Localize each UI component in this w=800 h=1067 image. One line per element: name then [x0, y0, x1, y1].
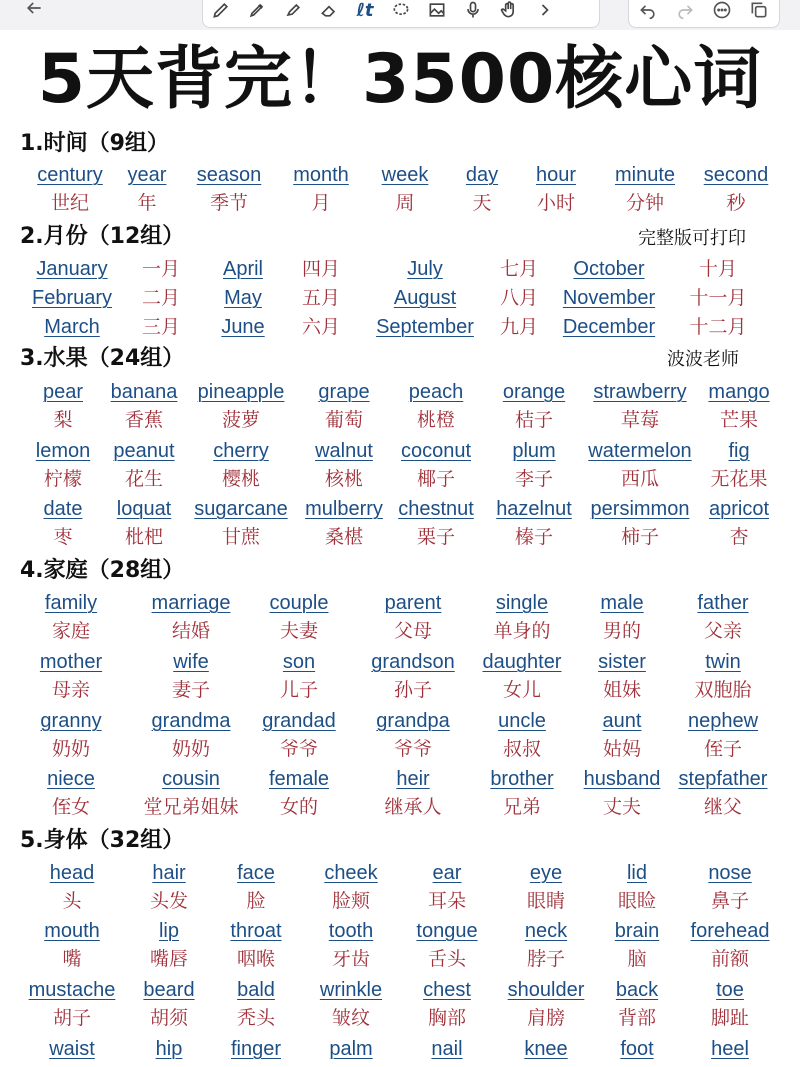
- word-family-zh: 单身的: [493, 620, 551, 642]
- word-family-zh: 女的: [279, 796, 319, 818]
- word-family-en[interactable]: granny: [40, 710, 102, 732]
- word-body-en[interactable]: neck: [524, 920, 568, 942]
- word-fruit-en[interactable]: orange: [502, 381, 566, 403]
- word-body-en[interactable]: eye: [529, 862, 563, 884]
- word-body-en[interactable]: finger: [230, 1038, 282, 1060]
- word-time-zh: 天: [472, 192, 492, 214]
- word-time-en[interactable]: year: [127, 164, 167, 186]
- word-body-zh: 眼睛: [526, 890, 566, 912]
- word-body-zh: 前额: [710, 948, 750, 970]
- redo-icon[interactable]: [666, 0, 703, 20]
- word-fruit-zh: 芒果: [719, 409, 759, 431]
- word-family-zh: 丈夫: [602, 796, 642, 818]
- word-family-en[interactable]: stepfather: [678, 768, 768, 790]
- word-months-zh: 十二月: [689, 316, 747, 338]
- copy-icon[interactable]: [740, 0, 777, 20]
- microphone-icon[interactable]: [455, 0, 491, 20]
- word-family-zh: 父母: [393, 620, 433, 642]
- word-fruit-en[interactable]: hazelnut: [496, 498, 572, 520]
- word-fruit-zh: 核桃: [324, 468, 364, 490]
- word-fruit-en[interactable]: walnut: [315, 440, 373, 462]
- word-fruit-zh: 菠萝: [221, 409, 261, 431]
- word-body-en[interactable]: waist: [49, 1038, 95, 1060]
- word-body-en[interactable]: face: [237, 862, 275, 884]
- word-family-zh: 姑妈: [602, 738, 642, 760]
- word-fruit-en[interactable]: chestnut: [398, 498, 474, 520]
- word-body-zh: 脸: [246, 890, 266, 912]
- word-body-zh: 肩膀: [526, 1007, 566, 1029]
- lasso-icon[interactable]: [383, 0, 419, 20]
- word-time-zh: 秒: [726, 192, 746, 214]
- word-fruit-en[interactable]: lemon: [35, 440, 91, 462]
- word-body-en[interactable]: mouth: [44, 920, 100, 942]
- word-months-zh: 二月: [141, 287, 181, 309]
- word-body-zh: 嘴: [62, 948, 82, 970]
- chevron-right-icon[interactable]: [527, 0, 563, 20]
- word-fruit-zh: 栗子: [416, 526, 456, 548]
- word-body-zh: 头发: [149, 890, 189, 912]
- word-fruit-en[interactable]: mango: [708, 381, 770, 403]
- word-time-zh: 年: [137, 192, 157, 214]
- word-fruit-zh: 柿子: [620, 526, 660, 548]
- word-months-en[interactable]: May: [224, 287, 262, 309]
- word-fruit-en[interactable]: loquat: [116, 498, 172, 520]
- word-time-en[interactable]: day: [465, 164, 499, 186]
- word-family-zh: 继父: [703, 796, 743, 818]
- word-body-en[interactable]: toe: [716, 979, 744, 1001]
- word-months-zh: 一月: [141, 258, 181, 280]
- word-time-en[interactable]: hour: [535, 164, 577, 186]
- word-family-en[interactable]: brother: [490, 768, 554, 790]
- word-body-en[interactable]: forehead: [690, 920, 770, 942]
- word-time-zh: 季节: [209, 192, 249, 214]
- word-fruit-en[interactable]: banana: [110, 381, 178, 403]
- word-body-zh: 脚趾: [710, 1007, 750, 1029]
- word-family-en[interactable]: niece: [47, 768, 95, 790]
- word-family-zh: 姐妹: [602, 679, 642, 701]
- word-fruit-zh: 杏: [729, 526, 749, 548]
- word-fruit-en[interactable]: watermelon: [588, 440, 692, 462]
- word-family-en[interactable]: twin: [705, 651, 741, 673]
- word-body-en[interactable]: nose: [708, 862, 752, 884]
- word-family-zh: 侄子: [703, 738, 743, 760]
- word-fruit-zh: 无花果: [710, 468, 768, 490]
- word-family-zh: 奶奶: [51, 738, 91, 760]
- word-months-en[interactable]: April: [222, 258, 264, 280]
- word-family-en[interactable]: cousin: [162, 768, 220, 790]
- page-title: 5天背完！3500核心词: [37, 40, 763, 119]
- word-fruit-zh: 草莓: [620, 409, 660, 431]
- word-fruit-en[interactable]: grape: [318, 381, 370, 403]
- word-fruit-zh: 梨: [53, 409, 73, 431]
- word-months-zh: 七月: [499, 258, 539, 280]
- word-family-zh: 奶奶: [171, 738, 211, 760]
- word-time-en[interactable]: minute: [614, 164, 676, 186]
- word-family-zh: 女儿: [502, 679, 542, 701]
- word-body-en[interactable]: shoulder: [507, 979, 585, 1001]
- word-fruit-zh: 香蕉: [124, 409, 164, 431]
- word-body-zh: 胡子: [52, 1007, 92, 1029]
- more-icon[interactable]: [703, 0, 740, 20]
- word-body-en[interactable]: heel: [711, 1038, 749, 1060]
- section-heading-family: 4.家庭（28组）: [20, 558, 185, 583]
- word-time-en[interactable]: month: [293, 164, 349, 186]
- word-body-en[interactable]: hip: [155, 1038, 183, 1060]
- word-family-zh: 爷爷: [393, 738, 433, 760]
- word-months-en[interactable]: March: [44, 316, 100, 338]
- word-fruit-zh: 枣: [53, 526, 73, 548]
- word-months-en[interactable]: September: [376, 316, 474, 338]
- word-family-en[interactable]: parent: [384, 592, 442, 614]
- word-family-en[interactable]: husband: [583, 768, 661, 790]
- section-heading-time: 1.时间（9组）: [20, 131, 169, 156]
- teacher-note: 波波老师: [667, 349, 739, 370]
- word-family-zh: 侄女: [51, 796, 91, 818]
- word-fruit-en[interactable]: sugarcane: [194, 498, 288, 520]
- word-family-zh: 结婚: [171, 620, 211, 642]
- word-body-zh: 咽喉: [236, 948, 276, 970]
- word-body-zh: 头: [62, 890, 82, 912]
- word-body-zh: 胡须: [149, 1007, 189, 1029]
- word-time-en[interactable]: second: [703, 164, 769, 186]
- back-arrow-icon[interactable]: [20, 0, 48, 22]
- word-body-en[interactable]: knee: [524, 1038, 568, 1060]
- word-months-en[interactable]: July: [407, 258, 443, 280]
- pen-icon[interactable]: [203, 0, 239, 20]
- word-family-zh: 男的: [602, 620, 642, 642]
- word-family-zh: 母亲: [51, 679, 91, 701]
- text-tool-icon[interactable]: ℓt: [356, 0, 374, 21]
- word-body-en[interactable]: nail: [431, 1038, 463, 1060]
- word-body-en[interactable]: back: [615, 979, 659, 1001]
- word-body-en[interactable]: chest: [423, 979, 471, 1001]
- word-months-zh: 九月: [499, 316, 539, 338]
- word-family-zh: 孙子: [393, 679, 433, 701]
- word-body-zh: 眼睑: [617, 890, 657, 912]
- word-fruit-zh: 樱桃: [221, 468, 261, 490]
- word-family-en[interactable]: uncle: [498, 710, 546, 732]
- word-body-en[interactable]: lip: [158, 920, 180, 942]
- word-months-zh: 五月: [301, 287, 341, 309]
- word-fruit-en[interactable]: peach: [408, 381, 464, 403]
- word-family-en[interactable]: nephew: [687, 710, 759, 732]
- word-body-en[interactable]: mustache: [28, 979, 116, 1001]
- word-body-en[interactable]: palm: [329, 1038, 373, 1060]
- word-family-en[interactable]: grandad: [262, 710, 336, 732]
- tools-palette: [202, 0, 600, 28]
- word-time-zh: 小时: [536, 192, 576, 214]
- word-months-en[interactable]: November: [562, 287, 656, 309]
- word-family-en[interactable]: heir: [396, 768, 430, 790]
- word-body-en[interactable]: bald: [237, 979, 275, 1001]
- word-fruit-en[interactable]: pineapple: [197, 381, 285, 403]
- word-fruit-en[interactable]: date: [43, 498, 83, 520]
- word-months-zh: 四月: [301, 258, 341, 280]
- word-family-en[interactable]: grandson: [371, 651, 455, 673]
- word-time-zh: 月: [311, 192, 331, 214]
- word-family-zh: 双胞胎: [694, 679, 752, 701]
- word-family-zh: 叔叔: [502, 738, 542, 760]
- section-heading-fruit: 3.水果（24组）: [20, 346, 185, 371]
- word-fruit-en[interactable]: cherry: [213, 440, 269, 462]
- word-family-en[interactable]: grandpa: [376, 710, 450, 732]
- word-fruit-zh: 榛子: [514, 526, 554, 548]
- word-months-en[interactable]: August: [393, 287, 457, 309]
- word-time-zh: 世纪: [50, 192, 90, 214]
- word-family-zh: 父亲: [703, 620, 743, 642]
- word-body-zh: 耳朵: [427, 890, 467, 912]
- word-fruit-zh: 李子: [514, 468, 554, 490]
- word-fruit-en[interactable]: pear: [42, 381, 84, 403]
- image-icon[interactable]: [419, 0, 455, 20]
- word-family-en[interactable]: son: [282, 651, 316, 673]
- word-body-en[interactable]: head: [49, 862, 95, 884]
- word-body-zh: 胸部: [427, 1007, 467, 1029]
- word-fruit-zh: 柠檬: [43, 468, 83, 490]
- word-family-en[interactable]: mother: [39, 651, 103, 673]
- word-time-en[interactable]: season: [196, 164, 262, 186]
- word-fruit-en[interactable]: strawberry: [593, 381, 687, 403]
- word-months-zh: 三月: [141, 316, 181, 338]
- word-family-en[interactable]: sister: [598, 651, 646, 673]
- word-fruit-zh: 花生: [124, 468, 164, 490]
- word-body-en[interactable]: tooth: [328, 920, 374, 942]
- word-fruit-en[interactable]: mulberry: [305, 498, 383, 520]
- word-fruit-zh: 西瓜: [620, 468, 660, 490]
- word-body-en[interactable]: cheek: [324, 862, 378, 884]
- word-family-en[interactable]: male: [600, 592, 644, 614]
- word-body-zh: 嘴唇: [149, 948, 189, 970]
- word-family-en[interactable]: single: [495, 592, 549, 614]
- word-body-zh: 背部: [617, 1007, 657, 1029]
- word-family-en[interactable]: wife: [173, 651, 209, 673]
- word-fruit-zh: 椰子: [416, 468, 456, 490]
- word-family-en[interactable]: female: [268, 768, 330, 790]
- undo-icon[interactable]: [629, 0, 666, 20]
- word-fruit-en[interactable]: persimmon: [590, 498, 690, 520]
- word-fruit-en[interactable]: peanut: [113, 440, 175, 462]
- marker-icon[interactable]: [239, 0, 275, 20]
- highlighter-icon[interactable]: [275, 0, 311, 20]
- word-family-en[interactable]: family: [44, 592, 98, 614]
- word-months-en[interactable]: January: [36, 258, 108, 280]
- word-family-zh: 夫妻: [279, 620, 319, 642]
- word-fruit-en[interactable]: apricot: [708, 498, 770, 520]
- word-family-zh: 儿子: [279, 679, 319, 701]
- word-months-en[interactable]: October: [573, 258, 645, 280]
- word-body-zh: 牙齿: [331, 948, 371, 970]
- word-time-zh: 分钟: [625, 192, 665, 214]
- word-body-en[interactable]: hair: [152, 862, 186, 884]
- word-time-zh: 周: [395, 192, 415, 214]
- word-family-zh: 兄弟: [502, 796, 542, 818]
- word-family-zh: 继承人: [384, 796, 442, 818]
- word-fruit-zh: 桔子: [514, 409, 554, 431]
- history-palette: [628, 0, 780, 28]
- word-body-en[interactable]: wrinkle: [319, 979, 383, 1001]
- word-fruit-zh: 桃橙: [416, 409, 456, 431]
- word-family-zh: 爷爷: [279, 738, 319, 760]
- word-family-en[interactable]: couple: [269, 592, 329, 614]
- hand-icon[interactable]: [491, 0, 527, 20]
- word-fruit-zh: 甘蔗: [221, 526, 261, 548]
- word-family-zh: 堂兄弟姐妹: [143, 796, 239, 818]
- word-body-zh: 脖子: [526, 948, 566, 970]
- word-body-zh: 脸颊: [331, 890, 371, 912]
- word-fruit-zh: 桑椹: [324, 526, 364, 548]
- word-body-en[interactable]: beard: [143, 979, 195, 1001]
- word-family-en[interactable]: marriage: [151, 592, 231, 614]
- word-time-en[interactable]: century: [37, 164, 103, 186]
- app-toolbar: [0, 0, 800, 30]
- word-body-en[interactable]: foot: [620, 1038, 654, 1060]
- word-body-en[interactable]: lid: [626, 862, 648, 884]
- word-body-en[interactable]: tongue: [416, 920, 478, 942]
- word-family-zh: 家庭: [51, 620, 91, 642]
- word-months-zh: 十月: [698, 258, 738, 280]
- word-body-zh: 皱纹: [331, 1007, 371, 1029]
- word-body-zh: 脑: [627, 948, 647, 970]
- word-family-zh: 妻子: [171, 679, 211, 701]
- printable-note: 完整版可打印: [638, 228, 746, 249]
- word-family-en[interactable]: daughter: [482, 651, 562, 673]
- word-months-zh: 十一月: [689, 287, 747, 309]
- word-fruit-zh: 葡萄: [324, 409, 364, 431]
- section-heading-months: 2.月份（12组）: [20, 224, 185, 249]
- word-fruit-zh: 枇杷: [124, 526, 164, 548]
- word-body-zh: 秃头: [236, 1007, 276, 1029]
- word-months-en[interactable]: December: [562, 316, 656, 338]
- word-body-zh: 舌头: [427, 948, 467, 970]
- word-time-en[interactable]: week: [381, 164, 429, 186]
- word-fruit-en[interactable]: fig: [728, 440, 750, 462]
- word-family-en[interactable]: father: [697, 592, 749, 614]
- word-months-zh: 六月: [301, 316, 341, 338]
- word-body-en[interactable]: throat: [230, 920, 282, 942]
- word-family-en[interactable]: aunt: [602, 710, 642, 732]
- word-months-zh: 八月: [499, 287, 539, 309]
- word-fruit-en[interactable]: coconut: [400, 440, 472, 462]
- word-body-en[interactable]: ear: [432, 862, 462, 884]
- eraser-icon[interactable]: [311, 0, 347, 20]
- word-months-en[interactable]: June: [221, 316, 265, 338]
- word-body-en[interactable]: brain: [614, 920, 660, 942]
- section-heading-body: 5.身体（32组）: [20, 828, 185, 853]
- word-body-zh: 鼻子: [710, 890, 750, 912]
- word-fruit-en[interactable]: plum: [512, 440, 556, 462]
- word-months-en[interactable]: February: [31, 287, 113, 309]
- word-family-en[interactable]: grandma: [151, 710, 231, 732]
